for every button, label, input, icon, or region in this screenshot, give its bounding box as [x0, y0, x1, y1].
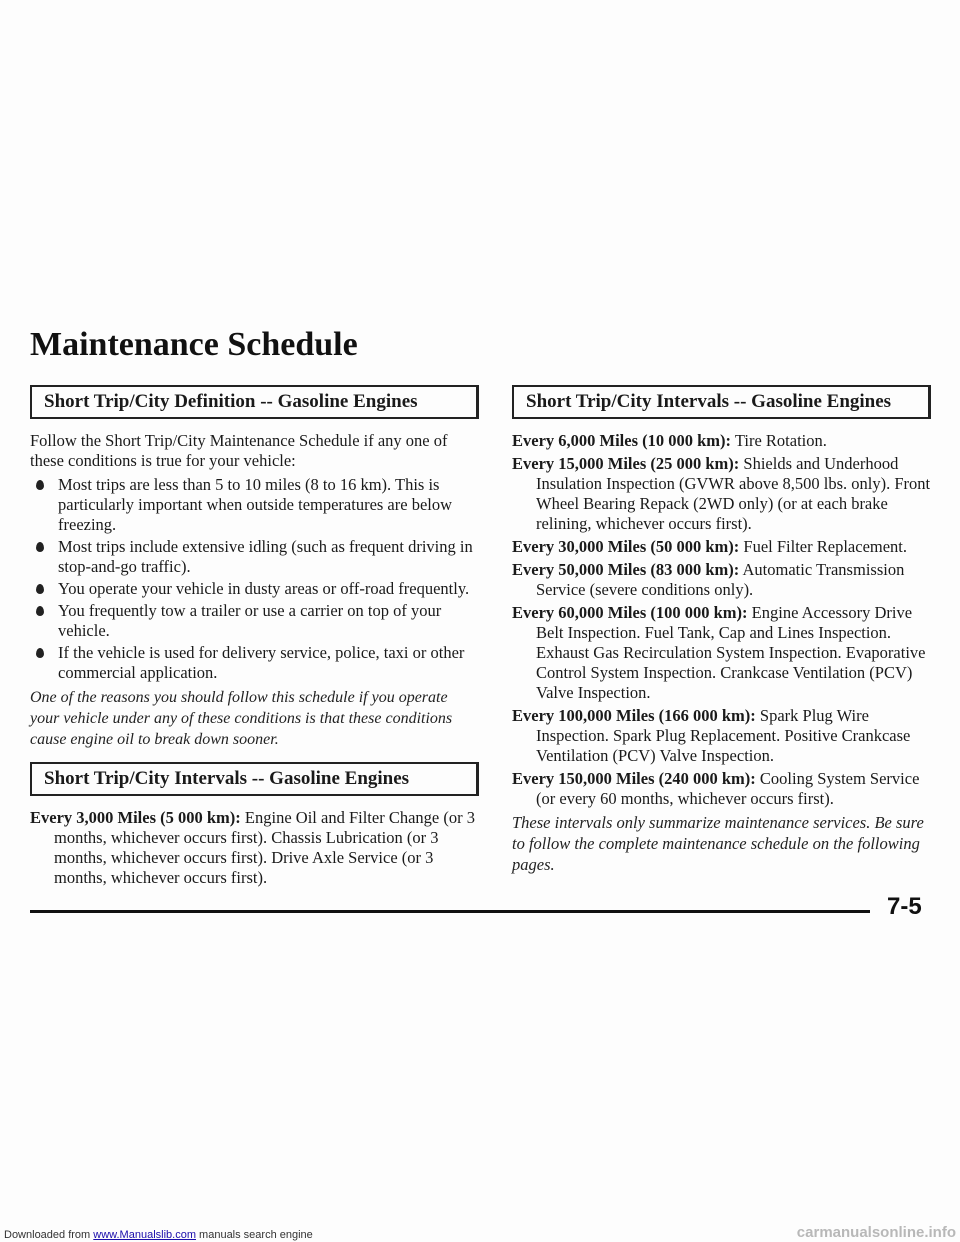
interval-label: Every 6,000 Miles (10 000 km):: [512, 431, 732, 450]
interval-entry: [512, 603, 932, 703]
italic-note: One of the reasons you should follow this schedule if you operate your vehicle under any of these conditions is that these conditions cause engine oil to break down sooner.: [30, 689, 453, 748]
left-column: [30, 385, 480, 891]
list-item: You operate your vehicle in dusty areas or off-road frequently.: [30, 579, 480, 599]
page-number: 7-5: [887, 893, 922, 920]
source-link[interactable]: www.Manualslib.com: [93, 1229, 196, 1241]
source-suffix: manuals search engine: [199, 1229, 313, 1241]
bullet-icon: [36, 480, 44, 490]
interval-entry: [512, 706, 932, 766]
interval-entry: [512, 769, 932, 809]
interval-text: Engine Accessory Drive Belt Inspection. Fuel Tank, Cap and Lines Inspection. Exhaust Gas Recirculation System Inspection. Evaporative Control System Inspection. Crankcase Ventilation (PCV) Valve Inspection.: [536, 603, 926, 702]
right-column: [512, 385, 932, 892]
interval-entry: [30, 808, 480, 888]
interval-entry: [512, 537, 932, 557]
interval-label: Every 50,000 Miles (83 000 km):: [512, 560, 740, 579]
italic-note: These intervals only summarize maintenance services. Be sure to follow the complete maintenance schedule on the following pages.: [512, 813, 924, 874]
list-item: Most trips include extensive idling (such as frequent driving in stop-and-go traffic).: [30, 537, 480, 577]
watermark: carmanualsonline.info: [796, 1224, 956, 1241]
section-heading-definition: Short Trip/City Definition -- Gasoline Engines: [30, 385, 479, 419]
conditions-list: [30, 475, 480, 683]
bullet-icon: [36, 648, 44, 658]
bullet-icon: [36, 584, 44, 594]
interval-label: Every 30,000 Miles (50 000 km):: [512, 537, 740, 556]
interval-label: Every 15,000 Miles (25 000 km):: [512, 454, 740, 473]
footer-rule: [30, 910, 870, 913]
interval-label: Every 100,000 Miles (166 000 km):: [512, 706, 756, 725]
interval-text: Fuel Filter Replacement.: [743, 537, 908, 556]
interval-text: Engine Oil and Filter Change (or 3 months, whichever occurs first). Chassis Lubrication (or 3 months, whichever occurs first). Drive Axle Service (or 3 months, whichever occurs first).: [54, 808, 475, 887]
interval-entry: [512, 431, 932, 451]
interval-label: Every 60,000 Miles (100 000 km):: [512, 603, 748, 622]
interval-text: Shields and Underhood Insulation Inspection (GVWR above 8,500 lbs. only). Front Wheel Bearing Repack (2WD only) (or at each brake relining, whichever occurs first).: [536, 454, 931, 533]
section-heading-intervals-cont: Short Trip/City Intervals -- Gasoline Engines: [512, 385, 931, 419]
interval-text: Cooling System Service (or every 60 months, whichever occurs first).: [536, 769, 920, 808]
bullet-icon: [36, 606, 44, 616]
interval-label: Every 3,000 Miles (5 000 km):: [30, 808, 241, 827]
interval-entry: [512, 454, 932, 534]
intro-paragraph: Follow the Short Trip/City Maintenance Schedule if any one of these conditions is true for your vehicle:: [30, 431, 448, 470]
interval-entry: [512, 560, 932, 600]
list-item: You frequently tow a trailer or use a carrier on top of your vehicle.: [30, 601, 480, 641]
interval-text: Spark Plug Wire Inspection. Spark Plug Replacement. Positive Crankcase Ventilation (PCV) Valve Inspection.: [536, 706, 911, 765]
interval-text: Tire Rotation.: [734, 431, 827, 450]
bullet-icon: [36, 542, 44, 552]
interval-text: Automatic Transmission Service (severe conditions only).: [536, 560, 905, 599]
list-item: If the vehicle is used for delivery service, police, taxi or other commercial application.: [30, 643, 480, 683]
source-prefix: Downloaded from: [4, 1229, 91, 1241]
interval-label: Every 150,000 Miles (240 000 km):: [512, 769, 756, 788]
source-footer: [4, 1229, 313, 1241]
page-title: Maintenance Schedule: [30, 326, 358, 363]
list-item: Most trips are less than 5 to 10 miles (8 to 16 km). This is particularly important when outside temperatures are below freezing.: [30, 475, 480, 535]
section-heading-intervals: Short Trip/City Intervals -- Gasoline Engines: [30, 762, 479, 796]
